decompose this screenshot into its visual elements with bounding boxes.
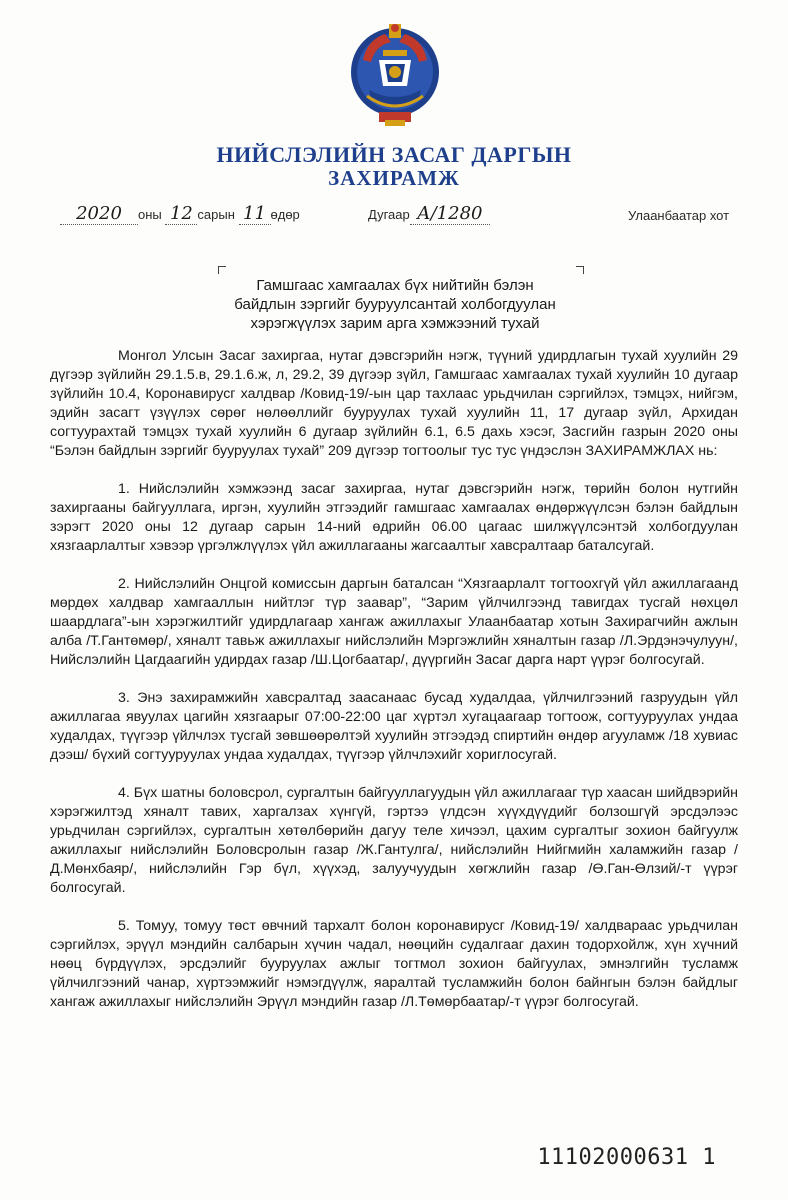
city-label: Улаанбаатар хот xyxy=(628,208,730,223)
doc-type-title: ЗАХИРАМЖ xyxy=(328,166,460,190)
date-month: 12 xyxy=(169,203,193,224)
date-year-suffix: оны xyxy=(138,207,162,222)
date-day: 11 xyxy=(243,203,266,224)
state-emblem-icon xyxy=(345,20,445,132)
item-paragraph-5: 5. Томуу, томуу төст өвчний тархалт болон коронавирусг /Ковид-19/ халдвараас урьдчилан сэргийлэх, эрүүл мэндийн салбарын хүчин чадал, нөөцийн судалгааг дахин тодорхойлж, хүн хүчний нөөц бүрдүүлэх, эрсдэлийг бууруулах ажлыг тогтмол зохион байгуулах, эмнэлгийн тусламж үйлчилгээний чанар, хүртээмжийг нэмэгдүүлж, яаралтай тусламжийн болон байнгын бэлэн байдлыг хангаж ажиллахыг нийслэлийн Эрүүл мэндийн газар /Л.Төмөрбаатар/-т үүрэг болгосугай. xyxy=(50,918,738,1010)
subject-block xyxy=(190,276,600,333)
document-body xyxy=(50,347,738,1031)
document-serial-number: 11102000631 1 xyxy=(537,1145,716,1170)
item-paragraph-4: 4. Бүх шатны боловсрол, сургалтын байгууллагуудын үйл ажиллагааг түр хаасан шийдвэрийн хэрэгжилтэд хяналт тавих, харгалзах хүнгүй, гэртээ үлдсэн хүүхдүүдийг болзошгүй эрсдэлээс урьдчилан сэргийлэх, сургалтын хөтөлбөрийн дагуу теле хичээл, цахим сургалтыг зохион байгуулж ажиллахыг нийслэлийн Боловсролын газар /Ж.Гантулга/, нийслэлийн Нийгмийн халамжийн газар /Д.Мөнхбаяр/, нийслэлийн Гэр бүл, хүүхэд, залуучуудын хөгжлийн газар /Ө.Ган-Өлзий/-т үүрэг болгосугай. xyxy=(50,785,738,896)
document-number: А/1280 xyxy=(416,203,483,224)
preamble-paragraph: Монгол Улсын Засаг захиргаа, нутаг дэвсгэрийн нэгж, түүний удирдлагын тухай хуулийн 29 дүгээр зүйлийн 29.1.5.в, 29.1.6.ж, л, 29.2, 39 дүгээр зүйл, Гамшгаас хамгаалах тухай хуулийн 10 дугаар зүйлийн 10.4, Коронавирусг халдвар /Ковид-19/-ын цар тахлаас урьдчилан сэргийлэх, тэмцэх, нийгэм, эдийн засагт үзүүлэх сөрөг нөлөөллийг бууруулах тухай хуулийн 11, 17 дугаар зүйл, Архидан согтуурахтай тэмцэх тухай хуулийн 6 дугаар зүйлийн 6.1, 6.5 дахь хэсэг, Засгийн газрын 2020 оны “Бэлэн байдлын зэргийг бууруулах тухай” 209 дүгээр тогтоолыг тус тус үндэслэн ЗАХИРАМЖЛАХ нь: xyxy=(50,348,738,459)
org-title: НИЙСЛЭЛИЙН ЗАСАГ ДАРГЫН xyxy=(216,142,572,167)
subject-corner-left xyxy=(218,266,226,274)
date-month-suffix: сарын xyxy=(197,207,235,222)
date-line xyxy=(60,203,300,229)
number-line xyxy=(368,203,490,229)
subject-line: хэрэгжүүлэх зарим арга хэмжээний тухай xyxy=(250,315,540,332)
date-year: 2020 xyxy=(76,203,122,224)
item-paragraph-1: 1. Нийслэлийн хэмжээнд засаг захиргаа, нутаг дэвсгэрийн нэгж, төрийн болон нутгийн захиргааны байгууллага, иргэн, хуулийн этгээдийг гамшгаас хамгаалах өндөржүүлсэн бэлэн байдлын зэрэгт 2020 оны 12 дугаар сарын 14-ний өдрийн 06.00 цагаас шилжүүлсэнтэй холбогдуулан хязгаарлалтыг хэвээр үргэлжлүүлэх үйл ажиллагааны жагсаалтыг хавсралтаар баталсугай. xyxy=(50,481,738,554)
subject-line: Гамшгаас хамгаалах бүх нийтийн бэлэн xyxy=(256,277,534,294)
subject-corner-right xyxy=(576,266,584,274)
item-paragraph-2: 2. Нийслэлийн Онцгой комиссын даргын баталсан “Хязгаарлалт тогтоохгүй үйл ажиллагаанд мөрдөх халдвар хамгааллын нийтлэг түр заавар”, “Зарим үйлчилгээнд тавигдах тусгай нөхцөл шаардлага”-ын хэрэгжилтийг удирдлагаар хангаж ажиллахыг Улаанбаатар хотын Захирагчийн ажлын алба /Т.Гантөмөр/, хяналт тавьж ажиллахыг нийслэлийн Мэргэжлийн хяналтын газар /Л.Эрдэнэчулуун/, Нийслэлийн Цагдаагийн удирдах газар /Ш.Цогбаатар/, дүүргийн Засаг дарга нарт үүрэг болгосугай. xyxy=(50,576,738,668)
item-paragraph-3: 3. Энэ захирамжийн хавсралтад заасанаас бусад худалдаа, үйлчилгээний газруудын үйл ажиллагаа явуулах цагийн хязгаарыг 07:00-22:00 цаг хүртэл хугацаагаар тогтоож, согтууруулах ундаа худалдах, түүгээр үйлчлэх тусгай зөвшөөрөлтэй хуулийн этгээдэд спиртийн өндөр агууламж /18 хувиас дээш/ бүхий согтууруулах ундаа худалдах, түүгээр үйлчлэхийг хориглосугай. xyxy=(50,690,738,763)
number-label: Дугаар xyxy=(368,207,410,222)
subject-line: байдлын зэргийг бууруулсантай холбогдуулан xyxy=(234,296,556,313)
date-day-suffix: өдөр xyxy=(270,207,300,222)
